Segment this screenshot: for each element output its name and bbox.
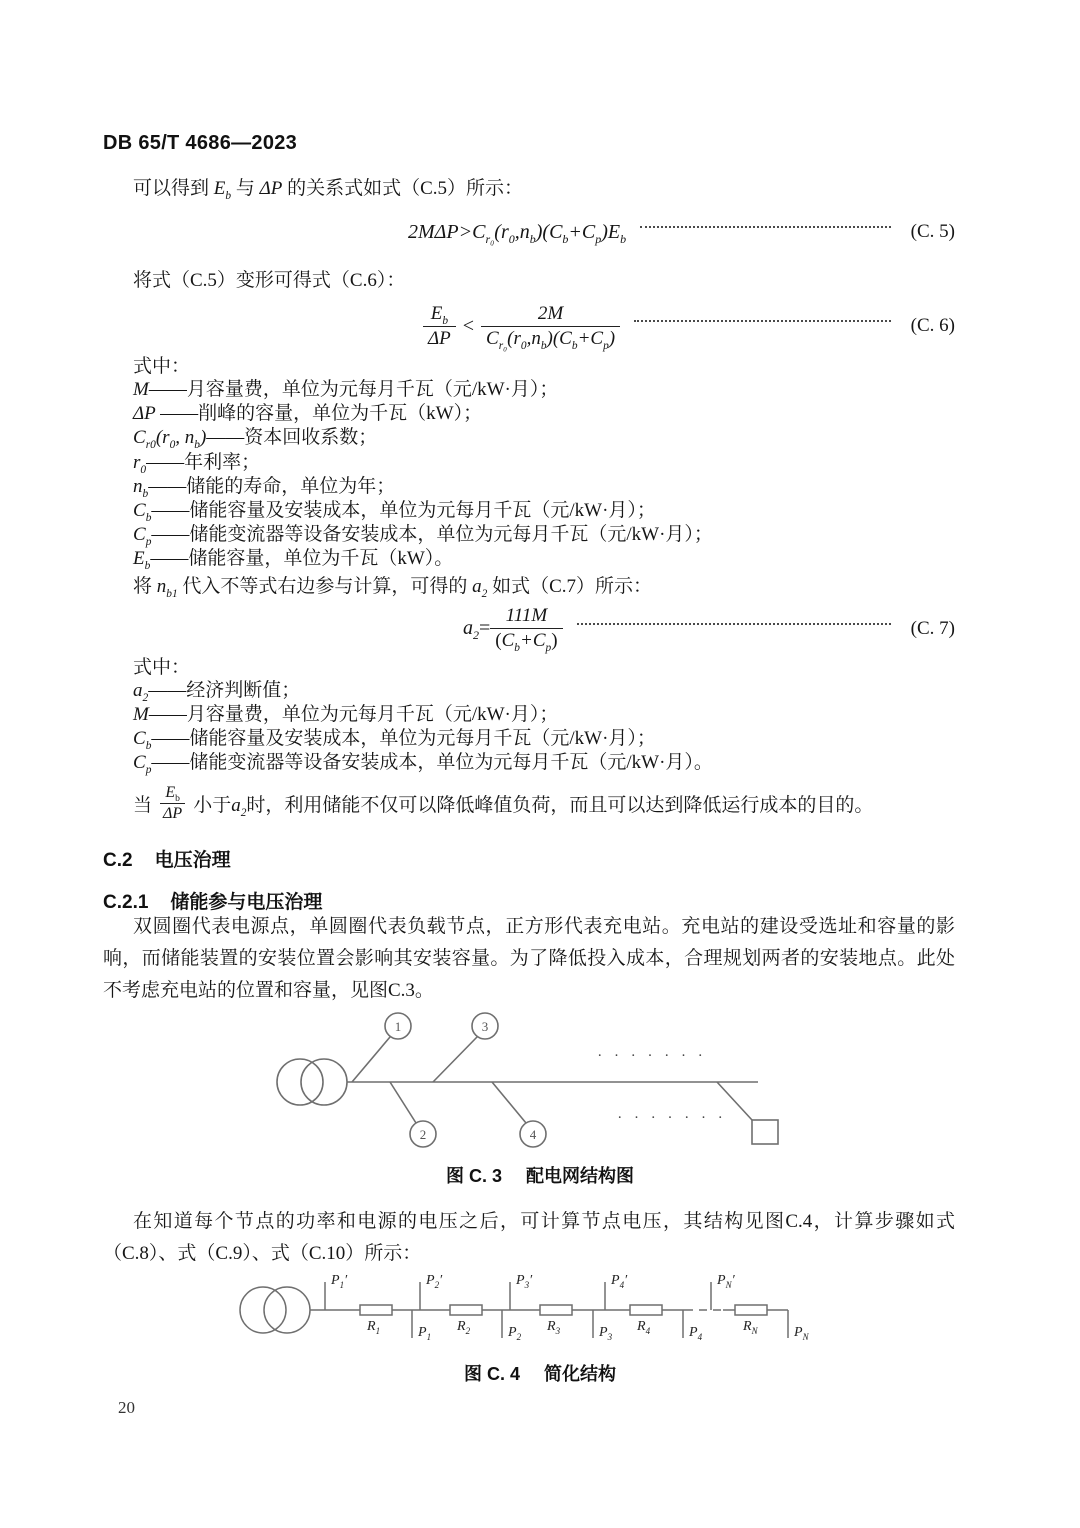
charging-station-square <box>752 1120 778 1144</box>
branch-line-node2 <box>390 1082 416 1123</box>
equation-c6-label: (C. 6) <box>910 315 955 336</box>
page-number: 20 <box>118 1398 135 1417</box>
label-p4: $P_4$ <box>689 1325 703 1343</box>
conclusion-prefix: 当 <box>133 794 153 816</box>
paragraph-voltage: 双圆圈代表电源点，单圆圈代表负载节点，正方形代表充电站。充电站的建设受选址和容量的影响，而储能装置的安装位置会影响其安装容量。为了降低投入成本，合理规划两者的安装地点。此处不考虑充电站的位置和容量，见图C.3。 <box>103 916 955 1002</box>
def-line: $C_{r0}(r_0$, $n_b)——$资本回收系数； <box>133 427 378 452</box>
definition-list-1 <box>0 378 1080 572</box>
fraction-numerator: 111M <box>505 605 548 627</box>
equation-c6 <box>103 297 955 355</box>
fraction-denominator: $(C_b+C_p)$ <box>490 628 562 652</box>
source-double-circle-left <box>240 1287 286 1333</box>
def-line: $C_b——$储能容量及安装成本，单位为元每月千瓦（元/kW·月）； <box>133 500 656 524</box>
def-line: M——月容量费，单位为元每月千瓦（元/kW·月）； <box>133 703 559 725</box>
fraction-numerator: $E_b$ <box>430 302 449 327</box>
paragraph-transform-c6: 将式（C.5）变形可得式（C.6）： <box>133 270 406 291</box>
fraction-denominator: ΔP <box>160 803 185 823</box>
fraction-numerator: $E_b$ <box>165 784 180 805</box>
label-p1: $P_1$ <box>418 1325 432 1343</box>
label-p3-prime: $P_3'$ <box>516 1273 533 1291</box>
equation-c5 <box>103 211 955 253</box>
label-r2: $R_2$ <box>457 1319 471 1337</box>
conclusion-text: 小于$a_2$时，利用储能不仅可以降低峰值负荷，而且可以达到降低运行成本的目的。 <box>193 794 874 819</box>
node-number-4: 4 <box>529 1127 537 1143</box>
subsection-title: 储能参与电压治理 <box>170 892 323 914</box>
node-number-3: 3 <box>481 1019 489 1035</box>
resistor-box-r1 <box>360 1305 392 1315</box>
equation-c7-lhs: $a_2=$ <box>463 617 491 643</box>
subsection-number: C.2.1 <box>103 892 149 914</box>
document-number: DB 65/T 4686—2023 <box>103 132 298 154</box>
label-pn: $P_N$ <box>794 1325 809 1343</box>
section-title: 电压治理 <box>154 850 231 872</box>
source-double-circle-right <box>301 1059 347 1105</box>
fraction-denominator: $C_{r_0}(r_0,n_b)(C_b+C_p)$ <box>481 326 620 350</box>
figure-caption-c4 <box>0 1360 1080 1386</box>
label-r3: $R_3$ <box>547 1319 561 1337</box>
paragraph-intro-c5: 可以得到 $E_b$ 与 ΔP 的关系式如式（C.5）所示： <box>133 178 524 202</box>
label-p2-prime: $P_2'$ <box>426 1273 443 1291</box>
def-line: $C_p——$储能变流器等设备安装成本，单位为元每月千瓦（元/kW·月）； <box>133 524 713 549</box>
branch-line-node4 <box>492 1082 526 1123</box>
branch-line-node1 <box>352 1037 390 1082</box>
equation-c5-label: (C. 5) <box>910 221 955 242</box>
label-rn: $R_N$ <box>743 1319 758 1337</box>
def-line: M——月容量费，单位为元每月千瓦（元/kW·月）； <box>133 379 559 400</box>
def-line: $C_b——$储能容量及安装成本，单位为元每月千瓦（元/kW·月）； <box>133 728 656 752</box>
branch-line-node3 <box>433 1037 477 1082</box>
resistor-box-r3 <box>540 1305 572 1315</box>
dotted-leader <box>640 226 891 228</box>
ellipsis-dots-bottom: · · · · · · · <box>617 1110 727 1127</box>
label-p1-prime: $P_1'$ <box>331 1273 348 1291</box>
section-heading-c2 <box>103 845 1080 871</box>
paragraph-calculation: 在知道每个节点的功率和电源的电压之后，可计算节点电压，其结构见图C.4，计算步骤如式（C.8）、式（C.9）、式（C.10）所示： <box>103 1211 955 1265</box>
less-than-sign: < <box>462 314 475 337</box>
def-line: $E_b——$储能容量，单位为千瓦（kW）。 <box>133 548 454 573</box>
label-r1: $R_1$ <box>367 1319 381 1337</box>
figure-c4-simplified-structure <box>103 1272 960 1352</box>
label-r4: $R_4$ <box>637 1319 651 1337</box>
paragraph-conclusion <box>133 779 1080 827</box>
inline-fraction-eb-dp <box>160 784 185 823</box>
def-line: $C_p——$储能变流器等设备安装成本，单位为元每月千瓦（元/kW·月）。 <box>133 752 713 777</box>
label-p3: $P_3$ <box>599 1325 613 1343</box>
where-title-1: 式中： <box>133 356 191 377</box>
def-line: $r_0——$年利率； <box>133 451 261 476</box>
caption-title: 配电网结构图 <box>526 1166 634 1187</box>
paragraph-nb1: 将 $n_{b1}$ 代入不等式右边参与计算，可得的 $a_2$ 如式（C.7）所示： <box>133 575 653 600</box>
figure-c3-distribution-network <box>103 1010 960 1160</box>
fraction-2m-crf <box>481 303 620 350</box>
resistor-box-rn <box>735 1305 767 1315</box>
figure-caption-c3 <box>0 1162 1080 1188</box>
equation-c7-label: (C. 7) <box>910 617 955 639</box>
where-title-2: 式中： <box>133 656 191 678</box>
fraction-111m <box>490 605 562 652</box>
fraction-numerator: 2M <box>537 302 564 324</box>
source-double-circle-right <box>264 1287 310 1333</box>
fraction-denominator: ΔP <box>423 326 456 350</box>
source-double-circle-left <box>277 1059 323 1105</box>
node-number-2: 2 <box>419 1127 427 1143</box>
fraction-eb-dp <box>423 303 456 350</box>
label-p2: $P_2$ <box>508 1325 522 1343</box>
def-line: ΔP ——削峰的容量，单位为千瓦（kW）； <box>133 403 483 425</box>
subsection-heading-c21 <box>103 887 1080 914</box>
dotted-leader <box>577 623 891 625</box>
caption-title: 简化结构 <box>544 1364 616 1385</box>
def-line: $a_2——$经济判断值； <box>133 679 301 704</box>
ellipsis-dots-top: · · · · · · · <box>597 1048 707 1065</box>
resistor-box-r4 <box>630 1305 662 1315</box>
caption-number: 图 C. 3 <box>445 1166 502 1187</box>
dotted-leader <box>634 320 891 322</box>
node-number-1: 1 <box>394 1019 402 1035</box>
section-number: C.2 <box>103 850 133 872</box>
label-pn-prime: $P_N'$ <box>717 1273 735 1291</box>
def-line: $n_b——$储能的寿命，单位为年； <box>133 475 396 500</box>
resistor-box-r2 <box>450 1305 482 1315</box>
equation-c7 <box>103 602 955 656</box>
distribution-network-diagram <box>103 1010 960 1160</box>
equation-c5-formula: $2M\Delta P>C_{r_0}(r_0,n_b)(C_b+C_p)E_b$ <box>408 220 627 246</box>
caption-number: 图 C. 4 <box>463 1364 520 1385</box>
label-p4-prime: $P_4'$ <box>611 1273 628 1291</box>
definition-list-2 <box>0 679 1080 776</box>
